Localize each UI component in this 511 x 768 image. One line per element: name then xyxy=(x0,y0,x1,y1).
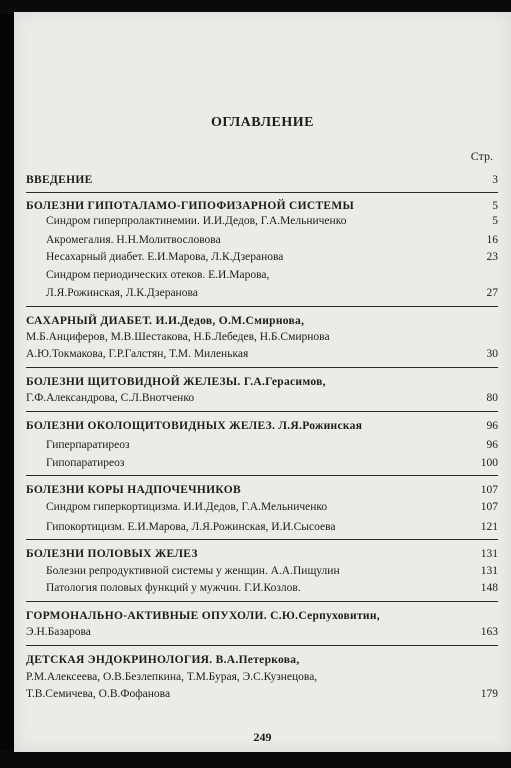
section-divider xyxy=(26,539,498,540)
toc-entry-introduction: ВВЕДЕНИЕ 3 xyxy=(26,174,498,186)
section-divider xyxy=(26,601,498,602)
toc-section-gonads: БОЛЕЗНИ ПОЛОВЫХ ЖЕЛЕЗ 131 xyxy=(26,548,498,560)
toc-entry: Гипокортицизм. Е.И.Марова, Л.Я.Рожинская, И.И.Сысоева 121 xyxy=(46,521,498,533)
toc-entry: А.Ю.Токмакова, Г.Р.Галстян, Т.М. Миленькая 30 xyxy=(26,348,498,360)
toc-entry: Гиперпаратиреоз 96 xyxy=(46,439,498,451)
toc-entry: Болезни репродуктивной системы у женщин. А.А.Пищулин 131 xyxy=(46,565,498,577)
toc-entry: Синдром периодических отеков. Е.И.Марова, xyxy=(46,269,270,281)
toc-section-hypothalamic: БОЛЕЗНИ ГИПОТАЛАМО-ГИПОФИЗАРНОЙ СИСТЕМЫ 5 xyxy=(26,200,498,212)
section-divider xyxy=(26,475,498,476)
toc-section-thyroid: БОЛЕЗНИ ЩИТОВИДНОЙ ЖЕЛЕЗЫ. Г.А.Герасимов, xyxy=(26,376,326,388)
toc-entry: Р.М.Алексеева, О.В.Безлепкина, Т.М.Бурая, Э.С.Кузнецова, xyxy=(26,671,318,683)
section-divider xyxy=(26,411,498,412)
toc-section-pediatric: ДЕТСКАЯ ЭНДОКРИНОЛОГИЯ. В.А.Петеркова, xyxy=(26,654,300,666)
page-title: ОГЛАВЛЕНИЕ xyxy=(211,115,314,130)
toc-entry: Г.Ф.Александрова, С.Л.Внотченко 80 xyxy=(26,392,498,404)
toc-entry: Л.Я.Рожинская, Л.К.Дзеранова 27 xyxy=(46,287,498,299)
toc-entry: Гипопаратиреоз 100 xyxy=(46,457,498,469)
page-number: 249 xyxy=(253,730,272,744)
toc-entry: Э.Н.Базарова 163 xyxy=(26,626,498,638)
section-divider xyxy=(26,306,498,307)
toc-entry: Синдром гиперпролактинемии. И.И.Дедов, Г.А.Мельниченко 5 xyxy=(46,215,498,227)
toc-entry: Синдром гиперкортицизма. И.И.Дедов, Г.А.Мельниченко 107 xyxy=(46,501,498,513)
toc-entry: М.Б.Анциферов, М.В.Шестакова, Н.Б.Лебедев, Н.Б.Смирнова xyxy=(26,331,330,343)
toc-section-adrenal: БОЛЕЗНИ КОРЫ НАДПОЧЕЧНИКОВ 107 xyxy=(26,484,498,496)
toc-section-tumors: ГОРМОНАЛЬНО-АКТИВНЫЕ ОПУХОЛИ. С.Ю.Серпуховитин, xyxy=(26,610,380,622)
photo-background-bottom xyxy=(0,750,511,768)
book-page xyxy=(14,12,511,752)
section-divider xyxy=(26,192,498,193)
section-divider xyxy=(26,367,498,368)
toc-entry: Патология половых функций у мужчин. Г.И.Козлов. 148 xyxy=(46,582,498,594)
page-column-header: Стр. xyxy=(470,149,493,163)
section-divider xyxy=(26,645,498,646)
toc-section-parathyroid: БОЛЕЗНИ ОКОЛОЩИТОВИДНЫХ ЖЕЛЕЗ. Л.Я.Рожинская 96 xyxy=(26,420,498,432)
toc-section-diabetes: САХАРНЫЙ ДИАБЕТ. И.И.Дедов, О.М.Смирнова, xyxy=(26,315,305,327)
toc-entry: Несахарный диабет. Е.И.Марова, Л.К.Дзеранова 23 xyxy=(46,251,498,263)
toc-entry: Акромегалия. Н.Н.Молитвословова 16 xyxy=(46,234,498,246)
toc-entry: Т.В.Семичева, О.В.Фофанова 179 xyxy=(26,688,498,700)
